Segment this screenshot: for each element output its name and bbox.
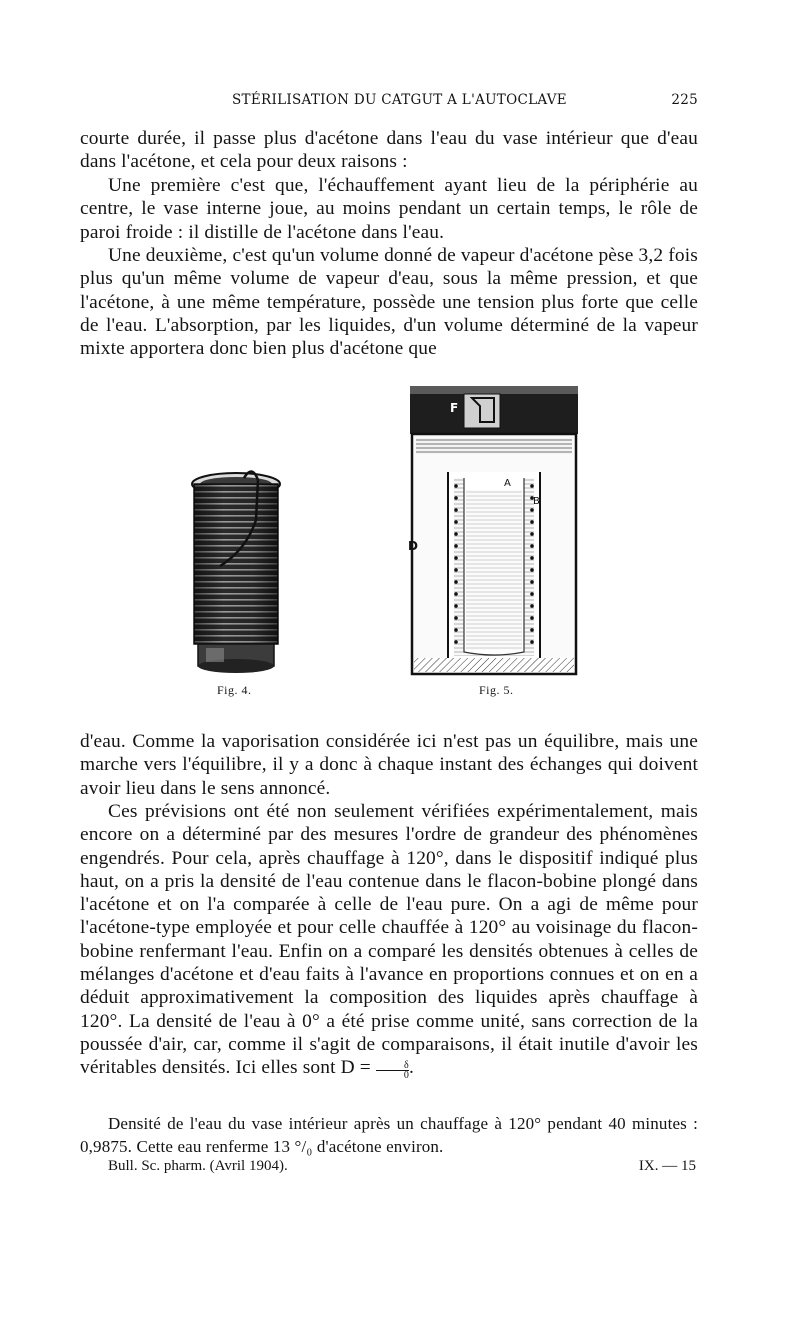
footer: [108, 1158, 696, 1180]
figure-5-label-a: A: [504, 478, 511, 489]
journal-reference: Bull. Sc. pharm. (Avril 1904).: [108, 1158, 288, 1174]
figure-5-label-d: D: [408, 539, 418, 553]
paragraph-4: d'eau. Comme la vaporisation considérée ici n'est pas un équilibre, mais une marche vers l'équilibre, il y a donc à chaque instant des échanges qui doivent avoir lieu dans le sens annoncé.: [80, 731, 698, 799]
paragraph-5: [80, 800, 698, 1080]
paragraph-1: courte durée, il passe plus d'acétone dans l'eau du vase intérieur que d'eau dans l'acétone, et cela pour deux raisons :: [80, 128, 698, 173]
figure-4-illustration: [186, 470, 286, 675]
fraction-denominator: 0: [376, 1070, 409, 1080]
figure-5-illustration: [404, 382, 590, 680]
signature-mark: IX. — 15: [638, 1158, 696, 1174]
paragraph-2: Une première c'est que, l'échauffement ayant lieu de la périphérie au centre, le vase interne joue, au moins pendant un certain temps, le rôle de paroi froide : il distille de l'acétone dans l'eau.: [80, 175, 698, 243]
figure-4-caption: Fig. 4.: [217, 683, 252, 697]
paragraph-6: Densité de l'eau du vase intérieur après un chauffage à 120° pendant 40 minutes : 0,9875. Cette eau renferme 13 °/₀ d'acétone environ.: [80, 1114, 698, 1156]
paragraph-3: Une deuxième, c'est qu'un volume donné de vapeur d'acétone pèse 3,2 fois plus qu'un même volume de vapeur d'eau, sous la même pression, et que l'acétone, à une même température, possède une tension plus forte que celle de l'eau. L'absorption, par les liquides, d'un volume déterminé de la vapeur mixte apportera donc bien plus d'acétone que: [80, 245, 698, 360]
fraction-numerator: δ: [404, 1060, 409, 1072]
figure-5-label-f: F: [450, 401, 459, 415]
running-head: [80, 92, 698, 114]
running-title: STÉRILISATION DU CATGUT A L'AUTOCLAVE: [232, 92, 567, 108]
density-fraction: [376, 1061, 409, 1080]
figure-5-label-b: B: [533, 496, 540, 507]
figure-5-caption: Fig. 5.: [479, 683, 514, 697]
page-number: 225: [671, 92, 698, 108]
paragraph-5-end: .: [409, 1057, 415, 1079]
paragraph-5-text: Ces prévisions ont été non seulement vérifiées expérimentalement, mais encore on a déterminé par des mesures l'ordre de grandeur des phénomènes engendrés. Pour cela, après chauffage à 120°, dans le dispositif indiqué plus haut, on a pris la densité de l'eau contenue dans le flacon-bobine plongé dans l'acétone et on l'a comparée à celle de l'eau pure. On a agi de même pour l'acétone-type employée et pour celle chauffée à 120° au voisinage du flacon-bobine renfermant l'eau. Enfin on a comparé les densités obtenues à celles de mélanges d'acétone et d'eau faits à l'avance en proportions connues et on en a déduit approximativement la composition des liquides après chauffage à 120°. La densité de l'eau à 0° a été prise comme unité, sans correction de la poussée d'air, car, comme il s'agit de comparaisons, il était inutile d'avoir les véritables densités. Ici elles sont D =: [80, 801, 698, 1079]
